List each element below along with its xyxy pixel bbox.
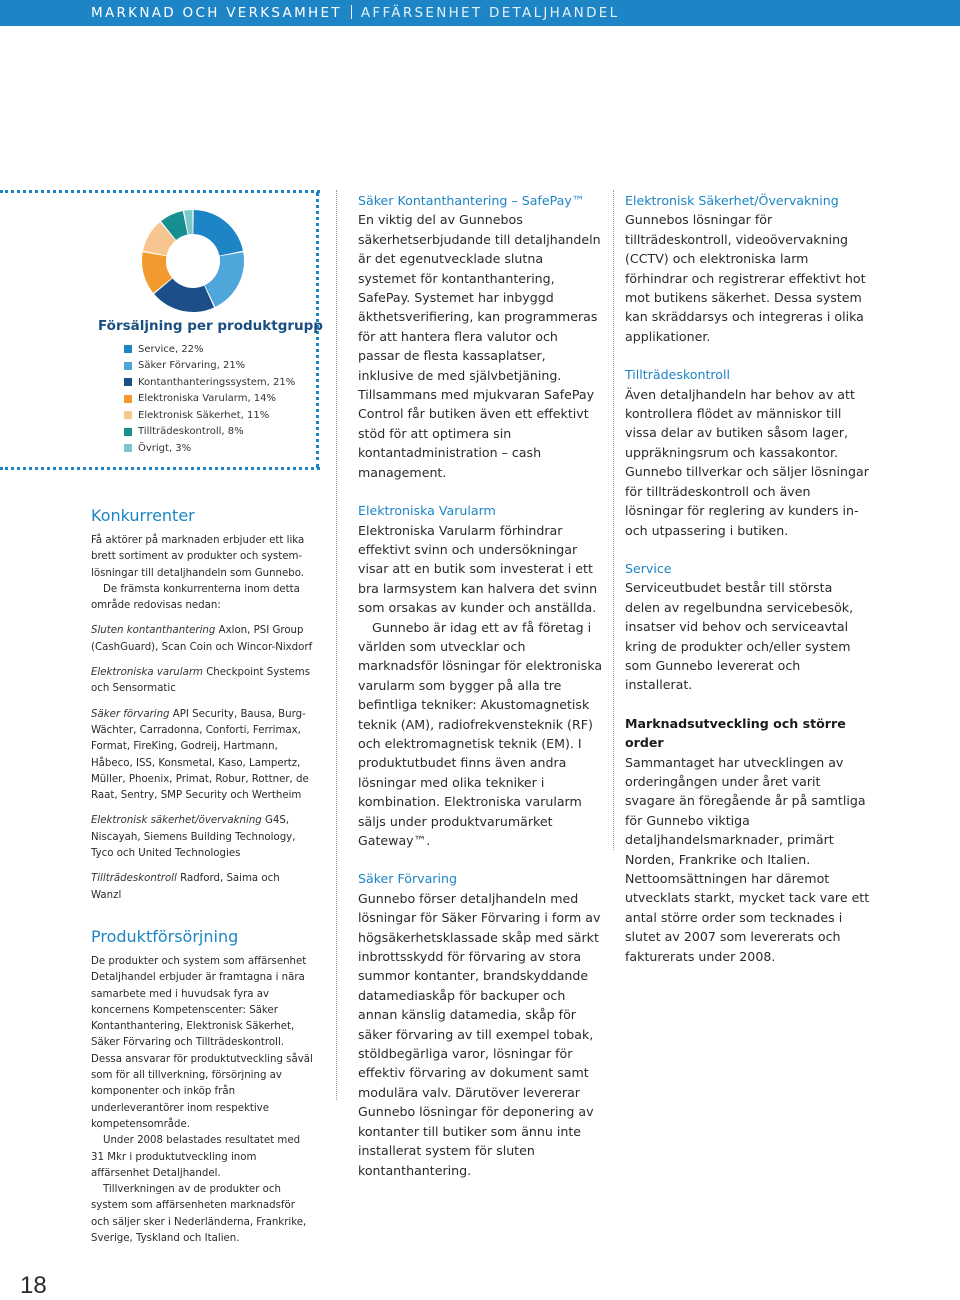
dotted-border-top <box>0 190 320 193</box>
tilltradeskontroll-text: Även detaljhandeln har behov av att kontrollera flödet av människor till vissa delar av butiken såsom lager, uppräkningsrum och kassakontor. Gunnebo tillverkar och säljer lösningar för tillträdeskontroll och även lösningar för reglering av kunders in- och utpassering i butiken. <box>625 386 869 538</box>
banner-title <box>91 5 619 21</box>
produktforsorjning-p2: Under 2008 belastades resultatet med 31 Mkr i produktutveckling inom affärsenhet Detaljhandel. <box>91 1135 301 1179</box>
marknadsutveckling-heading: Marknadsutveckling och större order <box>625 715 846 751</box>
legend-item <box>124 358 295 375</box>
sales-donut-chart <box>140 208 246 314</box>
legend-label: Kontanthanteringssystem, 21% <box>138 376 296 388</box>
left-column <box>91 505 313 1247</box>
right-column <box>625 191 870 966</box>
page-number: 18 <box>20 1272 47 1299</box>
safepay-text: En viktig del av Gunnebos säkerhetserbjudande till detaljhandeln är det egenutvecklade slutna systemet för kontanthantering, SafePay. Systemet har inbyggd äkthetsverifiering, kan programmeras för att hantera flera valutor och passar de flesta kassaplatser, inklusive de med självbetjäning. Tillsammans med mjukvaran SafePay Control får butiken även ett effektivt stöd för att optimera sin kontantadministration – cash management. <box>358 212 601 480</box>
legend-swatch <box>124 444 132 452</box>
legend-item <box>124 424 295 441</box>
competitor-group-label: Säker förvaring <box>91 708 170 720</box>
competitor-group <box>91 871 313 904</box>
konkurrenter-intro: Få aktörer på marknaden erbjuder ett lika brett sortiment av produkter och system-lösningar till detaljhandeln som Gunnebo. <box>91 535 305 579</box>
section-title: MARKNAD OCH VERKSAMHET <box>91 5 342 21</box>
competitor-groups <box>91 623 313 903</box>
service-text: Serviceutbudet består till största delen av regelbundna servicebesök, insatser vid behov och serviceavtal kring de produkter och/eller system som Gunnebo levererat och installerat. <box>625 580 854 693</box>
chart-legend <box>124 341 295 457</box>
varularm-text-2: Gunnebo är idag ett av få företag i världen som utvecklar och marknadsför lösningar för elektroniska varularm som bygger på alla tre befintliga tekniker: Akustomagnetisk teknik (AM), radiofrekvensteknik (RF) och elektromagnetisk teknik (EM). I produktutbudet finns även andra lösningar med olika tekniker i kombination. Elektroniska varularm säljs under produktvarumärket Gateway™. <box>358 619 603 848</box>
varularm-heading: Elektroniska Varularm <box>358 503 496 519</box>
elektronisk-sakerhet-text: Gunnebos lösningar för tillträdeskontroll, videoövervakning (CCTV) och elektroniska larm förhindrar och registrerar effektivt hot mot butikens säkerhet. Dessa system kan skräddarsys och integreras i olika applikationer. <box>625 212 866 344</box>
dotted-border-bottom <box>0 467 320 470</box>
column-divider-2 <box>613 190 614 850</box>
konkurrenter-heading: Konkurrenter <box>91 506 195 525</box>
legend-label: Elektronisk Säkerhet, 11% <box>138 409 270 421</box>
competitor-group <box>91 623 313 656</box>
elektronisk-sakerhet-heading: Elektronisk Säkerhet/Övervakning <box>625 193 839 208</box>
competitor-group-text: Radford, Saima och Wanzl <box>91 873 280 901</box>
legend-item <box>124 341 295 358</box>
competitor-group-text: G4S, Niscayah, Siemens Building Technology, Tyco och United Technologies <box>91 815 296 860</box>
safepay-heading: Säker Kontanthantering – SafePay™ <box>358 193 585 208</box>
banner-divider <box>351 5 352 19</box>
legend-swatch <box>124 428 132 436</box>
competitor-group-label: Elektroniska varularm <box>91 667 203 679</box>
legend-item <box>124 374 295 391</box>
varularm-text: Elektroniska Varularm förhindrar effektivt svinn och undersökningar visar att en butik som investerat i ett bra larmsystem kan halvera det svinn som orsakas av kunder och anställda. <box>358 522 598 616</box>
legend-label: Övrigt, 3% <box>138 442 192 454</box>
competitor-group-text: Checkpoint Systems och Sensormatic <box>91 667 311 695</box>
legend-label: Elektroniska Varularm, 14% <box>138 393 277 405</box>
competitor-group-label: Sluten kontanthantering <box>91 625 216 637</box>
chart-title: Försäljning per produktgrupp <box>98 318 323 334</box>
produktforsorjning-p3: Tillverkningen av de produkter och system som affärsenheten marknadsför och säljer sker i Nederländerna, Frankrike, Sverige, Tyskland och Italien. <box>91 1184 307 1244</box>
competitor-group-text: Axlon, PSI Group (CashGuard), Scan Coin och Wincor-Nixdorf <box>91 625 313 653</box>
produktforsorjning-heading: Produktförsörjning <box>91 926 239 946</box>
legend-swatch <box>124 411 132 419</box>
top-banner <box>0 0 960 26</box>
donut-slice <box>193 210 243 256</box>
konkurrenter-intro2: De främsta konkurrenterna inom detta område redovisas nedan: <box>91 583 300 612</box>
competitor-group-label: Tillträdeskontroll <box>91 873 177 885</box>
legend-item <box>124 440 295 457</box>
produktforsorjning-p1: De produkter och system som affärsenhet Detaljhandel erbjuder är framtagna i nära samarbete med i huvudsak fyra av koncernens Kompetenscenter: Säker Kontanthantering, Elektronisk Säkerhet, Säker Förvaring och Tillträdeskontroll. Dessa ansvarar för produktutveckling såväl som för all tillverkning, försörjning av komponenter och inköp från underleverantörer inom respektive kompetensområde. <box>91 955 313 1130</box>
competitor-group <box>91 665 313 698</box>
legend-swatch <box>124 362 132 370</box>
legend-swatch <box>124 395 132 403</box>
competitor-group-label: Elektronisk säkerhet/övervakning <box>91 815 262 827</box>
legend-swatch <box>124 345 132 353</box>
tilltradeskontroll-heading: Tillträdeskontroll <box>625 367 731 383</box>
legend-item <box>124 407 295 424</box>
legend-label: Service, 22% <box>138 343 204 355</box>
subsection-title: AFFÄRSENHET DETALJHANDEL <box>360 5 620 21</box>
competitor-group <box>91 707 313 805</box>
marknadsutveckling-text: Sammantaget har utvecklingen av orderingången under året varit svagare än föregående år på samtliga för Gunnebo viktiga detaljhandelsmarknader, primärt Norden, Frankrike och Italien. Nettoomsättningen har däremot utvecklats starkt, mycket tack vare ett antal större order som tecknades i slutet av 2007 som levererats och fakturerats under 2008. <box>625 754 870 964</box>
legend-item <box>124 391 295 408</box>
donut-slice <box>205 252 244 307</box>
forvaring-heading: Säker Förvaring <box>358 871 457 887</box>
legend-label: Säker Förvaring, 21% <box>138 360 246 372</box>
column-divider-1 <box>336 190 337 1100</box>
middle-column <box>358 191 603 1180</box>
service-heading: Service <box>625 560 672 576</box>
legend-swatch <box>124 378 132 386</box>
legend-label: Tillträdeskontroll, 8% <box>138 426 244 438</box>
competitor-group-text: API Security, Bausa, Burg-Wächter, Carradonna, Conforti, Ferrimax, Format, FireKing, Godreij, Hartmann, Håbeco, ISS, Konsmetal, Kaso, Lampertz, Müller, Phoenix, Primat, Robur, Rottner, de Raat, Sentry, SMP Security och Wertheim <box>91 708 309 802</box>
competitor-group <box>91 813 313 862</box>
forvaring-text: Gunnebo förser detaljhandeln med lösningar för Säker Förvaring i form av högsäkerhetsklassade skåp med särkt inbrottsskydd för förvaring av stora summor kontanter, brandskyddande datamediaskåp för backuper och annan känslig datamedia, skåp för säker förvaring av till exempel tobak, stöldbegärliga varor, lösningar för effektiv förvaring av dokument samt modulära valv. Därutöver levererar Gunnebo lösningar för deponering av kontanter till butiker som ännu inte installerat system för sluten kontanthantering. <box>358 890 601 1178</box>
